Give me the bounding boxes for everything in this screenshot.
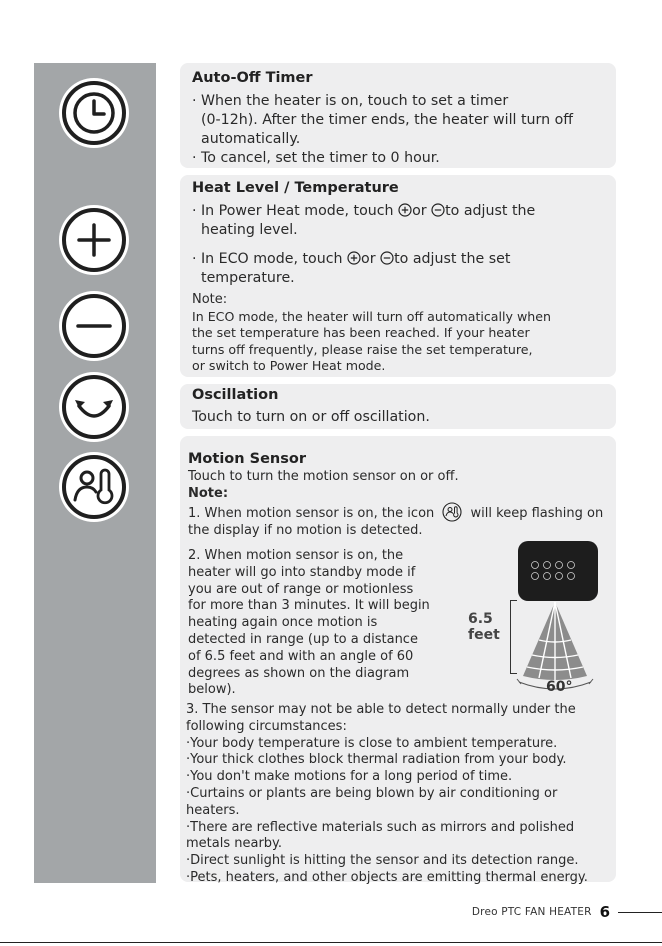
note-line: In ECO mode, the heater will turn off automatically when <box>192 308 551 324</box>
footer-brand: Dreo PTC FAN HEATER <box>471 906 592 918</box>
oscillation-icon <box>61 374 127 440</box>
angle-label: 60° <box>546 679 573 695</box>
note-3-line: ·Curtains or plants are being blown by air conditioning or <box>186 785 558 801</box>
note-2-line: you are out of range or motionless <box>188 581 414 597</box>
note-3-line: heaters. <box>186 802 240 818</box>
heat-bullet-1-text: In Power Heat mode, touch <box>201 203 394 219</box>
page-number: 6 <box>599 903 610 921</box>
heat-bullet-2-text: In ECO mode, touch <box>201 251 343 267</box>
timer-bullet-1-line-1: When the heater is on, touch to set a timer <box>201 93 509 109</box>
timer-bullet-1-line-3: automatically. <box>201 131 301 147</box>
motion-sensor-panel: Motion Sensor Touch to turn the motion sensor on or off. Note: 1. When motion sensor is on, the icon will keep flashing on the display if no motion is detected. 2. When motion sensor is on, the heater will go into standby mode if you are out of range or motionless for more than 3 minutes. It will begin heating again once motion is detected in range (up to a distance of 6.5 feet and with an angle of 60 degrees as shown on the diagram below). 6.5 feet 60° 3. The sensor may not be able to detect normally under the following circumstances: ·Your body temperature is close to ambient temperature. ·Your thick clothes block thermal radiation from your body. ·You don't make motions for a long period of time. ·Curtains or plants are being blown by air conditioning or heaters. ·There are reflective materials such as mirrors and polished metals nearby. ·Direct sunlight is hitting the sensor and its detection range. ·Pets, heaters, and other objects are emitting thermal energy. <box>180 436 616 882</box>
plus-icon <box>61 207 127 273</box>
minus-inline-icon <box>431 203 445 217</box>
note-2-line: detected in range (up to a distance <box>188 631 418 647</box>
note-line: the set temperature has been reached. If your heater <box>192 325 530 340</box>
note-line: turns off frequently, please raise the set temperature, <box>192 341 533 357</box>
plus-inline-icon <box>398 203 412 217</box>
note-line: or switch to Power Heat mode. <box>192 358 386 373</box>
section-title: Oscillation <box>192 387 279 403</box>
heat-bullet-1-line-2: heating level. <box>201 222 298 238</box>
heat-level-panel: Heat Level / Temperature · In Power Heat mode, touch or to adjust the heating level. · In ECO mode, touch or to adjust the set temperature. Note: In ECO mode, the heater will turn off automatically when the set temperature has been reached. If your heater turns off frequently, please raise the set temperature, or switch to Power Heat mode. <box>180 175 616 377</box>
minus-icon <box>61 293 127 359</box>
note-3-line: metals nearby. <box>186 836 283 852</box>
note-3-line: ·Pets, heaters, and other objects are emitting thermal energy. <box>186 869 588 885</box>
section-title: Heat Level / Temperature <box>192 180 399 196</box>
note-3-line: ·Your body temperature is close to ambient temperature. <box>186 735 558 751</box>
bottom-divider <box>0 942 662 943</box>
section-title: Motion Sensor <box>188 451 306 467</box>
note-2-line: heating again once motion is <box>188 615 378 631</box>
timer-bullet-2: To cancel, set the timer to 0 hour. <box>201 150 440 166</box>
note-3-line: ·Your thick clothes block thermal radiation from your body. <box>186 752 567 768</box>
note-2-line: degrees as shown on the diagram <box>188 665 410 681</box>
heater-display-illustration <box>518 541 598 601</box>
footer-rule <box>618 912 662 913</box>
note-3-line: ·Direct sunlight is hitting the sensor and its detection range. <box>186 853 579 869</box>
icon-sidebar <box>34 63 156 883</box>
motion-sensor-icon <box>61 454 127 520</box>
timer-bullet-1-line-2: (0-12h). After the timer ends, the heater will turn off <box>201 112 574 128</box>
note-2-line: heater will go into standby mode if <box>188 564 416 580</box>
note-1-text: 1. When motion sensor is on, the icon <box>188 506 435 521</box>
oscillation-text: Touch to turn on or off oscillation. <box>192 409 430 425</box>
distance-unit: feet <box>468 627 500 643</box>
clock-icon <box>61 80 127 146</box>
note-3 <box>186 702 614 887</box>
note-2-line: for more than 3 minutes. It will begin <box>188 598 430 614</box>
page-footer <box>472 904 662 920</box>
heat-bullet-2-line-2: temperature. <box>201 270 295 286</box>
motion-intro: Touch to turn the motion sensor on or off. <box>188 469 459 484</box>
plus-inline-icon <box>347 251 361 265</box>
distance-bracket <box>510 600 517 674</box>
minus-inline-icon <box>380 251 394 265</box>
auto-off-timer-panel: Auto-Off Timer · When the heater is on, touch to set a timer (0-12h). After the timer ends, the heater will turn off automatically. · To cancel, set the timer to 0 hour. <box>180 63 616 168</box>
distance-value: 6.5 <box>468 611 493 627</box>
note-3-line: following circumstances: <box>186 718 347 734</box>
note-3-line: ·There are reflective materials such as mirrors and polished <box>186 819 575 835</box>
oscillation-panel <box>180 384 616 429</box>
motion-sensor-inline-icon <box>442 502 462 522</box>
note-1-line-2: the display if no motion is detected. <box>188 522 423 538</box>
section-title: Auto-Off Timer <box>192 70 313 86</box>
note-label: Note: <box>188 485 229 501</box>
note-2-line: 2. When motion sensor is on, the <box>188 548 404 563</box>
note-3-line: ·You don't make motions for a long period of time. <box>186 769 513 785</box>
note-2-line: of 6.5 feet and with an angle of 60 <box>188 648 414 664</box>
note-2-line: below). <box>188 682 236 698</box>
note-label: Note: <box>192 292 228 307</box>
note-2 <box>188 548 448 699</box>
note-3-line: 3. The sensor may not be able to detect normally under the <box>186 702 576 717</box>
